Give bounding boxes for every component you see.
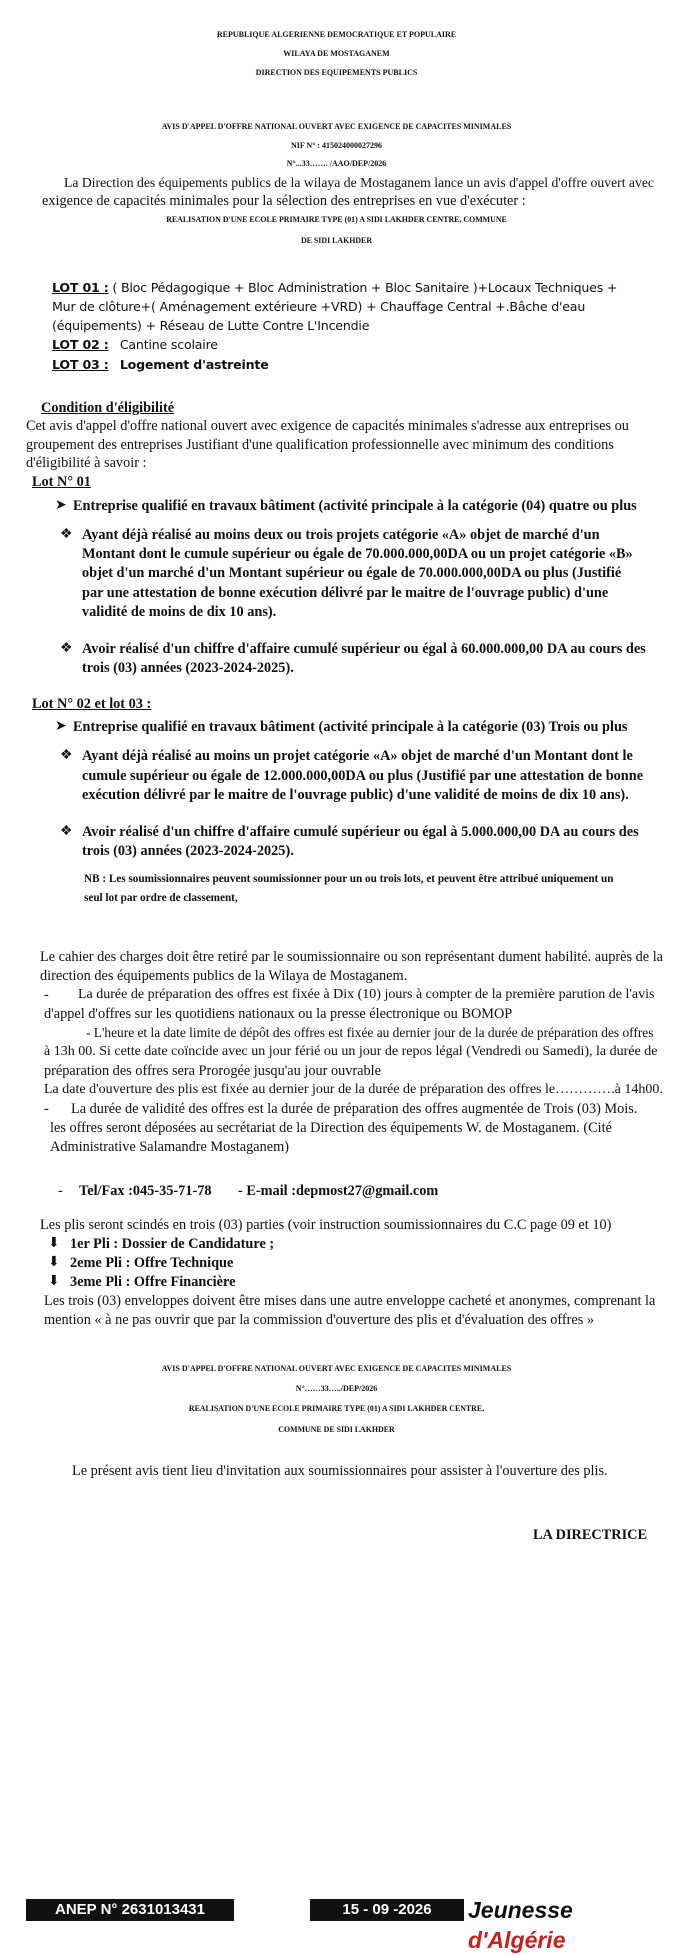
invitation-text: Le présent avis tient lieu d'invitation aux soumissionnaires pour assister à l'ouverture des plis.	[72, 1463, 608, 1479]
procedure-text: d'appel d'offres sur les quotidiens nationaux ou la presse électronique ou BOMOP	[44, 1006, 513, 1022]
eligibility-text: d'éligibilité à savoir :	[26, 455, 147, 471]
second-notice-title: AVIS D'APPEL D'OFFRE NATIONAL OUVERT AVEC EXIGENCE DE CAPACITES MINIMALES	[161, 1364, 512, 1373]
requirement-text: objet d'un marché d'un Montant supérieur ou égale de 70.000.000,00DA ou plus (Justifié	[82, 565, 622, 581]
dash-bullet-icon: -	[44, 1101, 49, 1117]
requirement-text: trois (03) années (2023-2024-2025).	[82, 843, 294, 859]
pli-item: 1er Pli : Dossier de Candidature ;	[70, 1236, 275, 1252]
procedure-text: La durée de préparation des offres est fixée à Dix (10) jours à compter de la première parution de l'avis	[78, 987, 655, 1002]
envelope-text: Les trois (03) enveloppes doivent être mises dans une autre enveloppe cacheté et anonymes, comprenant la	[44, 1293, 656, 1309]
requirement-text: Montant dont le cumule supérieur ou égale de 70.000.000,00DA ou un projet catégorie «B»	[82, 546, 633, 562]
requirement-text: Avoir réalisé d'un chiffre d'affaire cumulé supérieur ou égal à 5.000.000,00 DA au cours des	[82, 824, 639, 840]
diamond-bullet-icon: ❖	[60, 748, 73, 763]
signature: LA DIRECTRICE	[533, 1527, 648, 1543]
envelope-text: mention « à ne pas ouvrir que par la commission d'ouverture des plis et d'évaluation des offres »	[44, 1312, 595, 1328]
diamond-bullet-icon: ❖	[60, 641, 73, 656]
notice-number: N°...33……. /AAO/DEP/2026	[286, 159, 387, 168]
lot-label: LOT 01 :	[52, 280, 109, 295]
procedure-text: préparation des offres sera Prorogée jusqu'au jour ouvrable	[44, 1063, 381, 1079]
procedure-text: Le cahier des charges doit être retiré par le soumissionnaire ou son représentant dument habilité. auprès de la	[40, 949, 664, 965]
arrow-bullet-icon: ➤	[55, 719, 67, 734]
requirement-text: Ayant déjà réalisé au moins un projet catégorie «A» objet de marché d'un Montant dont le	[82, 748, 633, 764]
qualification-text: Entreprise qualifié en travaux bâtiment (activité principale à la catégorie (03) Trois ou plus	[73, 719, 628, 735]
intro-line: exigence de capacités minimales pour la sélection des entreprises en vue d'exécuter :	[42, 193, 526, 209]
dash-bullet-icon: -	[58, 1183, 63, 1199]
lot-description: Mur de clôture+( Aménagement extérieure +VRD) + Chauffage Central +.Bâche d'eau	[52, 299, 586, 314]
newspaper-logo	[468, 1895, 673, 1955]
lot23-heading: Lot N° 02 et lot 03 :	[32, 696, 152, 712]
requirement-text: trois (03) années (2023-2024-2025).	[82, 660, 294, 676]
submission-text: Administrative Salamandre Mostaganem)	[50, 1139, 290, 1155]
procedure-text: - L'heure et la date limite de dépôt des offres est fixée au dernier jour de la durée de préparation des offres	[86, 1025, 654, 1040]
lot-description: Cantine scolaire	[119, 337, 218, 352]
lot1-heading: Lot N° 01	[32, 474, 91, 490]
opening-date-text: La date d'ouverture des plis est fixée au dernier jour de la durée de préparation des offres le………….à 14h00.	[44, 1082, 663, 1097]
requirement-text: Avoir réalisé d'un chiffre d'affaire cumulé supérieur ou égal à 60.000.000,00 DA au cours des	[82, 641, 646, 657]
requirement-text: validité de moins de dix 10 ans).	[82, 604, 277, 620]
lot-label: LOT 02 :	[52, 337, 109, 352]
republic-heading: REPUBLIQUE ALGERIENNE DEMOCRATIQUE ET POPULAIRE	[216, 30, 457, 39]
lot-description: Logement d'astreinte	[119, 357, 269, 372]
footer	[0, 1891, 673, 1953]
intro-line: La Direction des équipements publics de la wilaya de Mostaganem lance un avis d'appel d'offre ouvert avec	[64, 175, 654, 190]
arrow-down-bullet-icon: ⬇	[48, 1274, 60, 1289]
second-project-title: COMMUNE DE SIDI LAKHDER	[278, 1425, 395, 1434]
arrow-down-bullet-icon: ⬇	[48, 1236, 60, 1251]
logo-accent-text: d'Algérie	[468, 1927, 566, 1953]
requirement-text: Ayant déjà réalisé au moins deux ou trois projets catégorie «A» objet de marché d'un	[82, 527, 600, 543]
wilaya-heading: WILAYA DE MOSTAGANEM	[283, 49, 390, 58]
lot-label: LOT 03 :	[52, 357, 109, 372]
nif-number: NIF N° : 415024000027296	[290, 141, 383, 150]
pli-item: 3eme Pli : Offre Financière	[70, 1274, 236, 1290]
diamond-bullet-icon: ❖	[60, 824, 73, 839]
second-notice-number: N°……33…../DEP/2026	[295, 1384, 378, 1393]
dash-bullet-icon: -	[44, 987, 49, 1003]
direction-heading: DIRECTION DES EQUIPEMENTS PUBLICS	[255, 68, 418, 77]
arrow-down-bullet-icon: ⬇	[48, 1255, 60, 1270]
lot-description: ( Bloc Pédagogique + Bloc Administration + Bloc Sanitaire )+Locaux Techniques +	[112, 280, 618, 295]
procedure-text: direction des équipements publics de la Wilaya de Mostaganem.	[40, 968, 408, 984]
qualification-text: Entreprise qualifié en travaux bâtiment (activité principale à la catégorie (04) quatre ou plus	[73, 498, 637, 514]
publication-date: 15 - 09 -2026	[310, 1899, 464, 1921]
nb-note: NB : Les soumissionnaires peuvent soumissionner pour un ou trois lots, et peuvent être attribué uniquement un	[84, 873, 614, 885]
eligibility-heading: Condition d'éligibilité	[41, 400, 175, 416]
pli-item: 2eme Pli : Offre Technique	[70, 1255, 234, 1271]
nb-note: seul lot par ordre de classement,	[84, 892, 238, 904]
phone-fax: Tel/Fax :045-35-71-78	[79, 1183, 212, 1199]
logo-main-text: Jeunesse	[468, 1897, 573, 1923]
diamond-bullet-icon: ❖	[60, 527, 73, 542]
requirement-text: par une attestation de bonne exécution délivré par le maitre de l'ouvrage public) d'une	[82, 585, 609, 601]
validity-text: La durée de validité des offres est la durée de préparation des offres augmentée de Trois (03) Mois.	[71, 1101, 638, 1117]
anep-number: ANEP N° 2631013431	[26, 1899, 234, 1921]
project-title: DE SIDI LAKHDER	[300, 236, 373, 245]
plis-text: Les plis seront scindés en trois (03) parties (voir instruction soumissionnaires du C.C page 09 et 10)	[40, 1217, 612, 1233]
procedure-text: à 13h 00. Si cette date coïncide avec un jour férié ou un jour de repos légal (Vendredi ou Samedi), la durée de	[44, 1044, 658, 1059]
arrow-bullet-icon: ➤	[55, 498, 67, 513]
lot-description: (équipements) + Réseau de Lutte Contre L'Incendie	[52, 318, 370, 333]
requirement-text: cumule supérieur ou égale de 12.000.000,00DA ou plus (Justifié par une attestation de bonne	[82, 768, 644, 784]
notice-title: AVIS D'APPEL D'OFFRE NATIONAL OUVERT AVEC EXIGENCE DE CAPACITES MINIMALES	[161, 122, 512, 131]
email-contact: - E-mail :depmost27@gmail.com	[238, 1183, 439, 1199]
submission-text: les offres seront déposées au secrétariat de la Direction des équipements W. de Mostaganem. (Cité	[50, 1120, 612, 1136]
second-project-title: REALISATION D'UNE ECOLE PRIMAIRE TYPE (01) A SIDI LAKHDER CENTRE,	[188, 1404, 485, 1413]
project-title: REALISATION D'UNE ECOLE PRIMAIRE TYPE (01) A SIDI LAKHDER CENTRE, COMMUNE	[166, 215, 507, 224]
eligibility-text: Cet avis d'appel d'offre national ouvert avec exigence de capacités minimales s'adresse aux entreprises ou	[26, 418, 629, 434]
requirement-text: exécution délivré par le maitre de l'ouvrage public) d'une validité de moins de dix 10 ans).	[82, 787, 629, 803]
eligibility-text: groupement des entreprises Justifiant d'une qualification professionnelle avec minimum des conditions	[26, 437, 614, 453]
